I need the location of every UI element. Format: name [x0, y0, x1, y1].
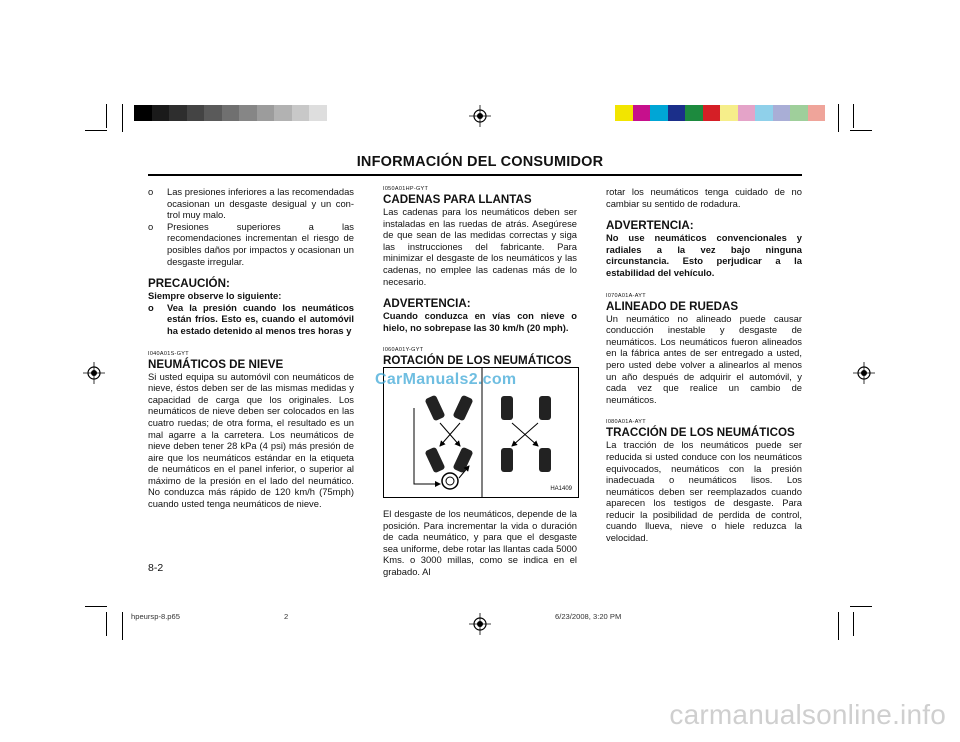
- registration-mark-icon: [469, 613, 491, 635]
- crop-mark: [106, 612, 107, 636]
- grayscale-swatch: [204, 105, 222, 121]
- section-code: I080A01A-AYT: [606, 419, 646, 426]
- column-2-bottom: [383, 508, 577, 578]
- grayscale-swatch: [134, 105, 152, 121]
- section-body: El desgaste de los neumáticos, depende de la posición. Para incrementar la vida o duración de cada neumático, y para que el desgaste sea uniforme, debe rotar las llantas cada 5000 Kms. o 3000 millas, como se indica en el grabado. Al: [383, 508, 577, 577]
- crop-mark: [122, 612, 123, 640]
- crop-mark: [85, 606, 107, 607]
- section-code: I070A01A-AYT: [606, 292, 646, 299]
- color-swatch: [633, 105, 651, 121]
- color-swatch: [790, 105, 808, 121]
- title-rule: [148, 174, 802, 176]
- grayscale-swatch: [239, 105, 257, 121]
- list-item: o Presiones superiores a las recomendaciones incrementan el riesgo de posibles daños por impactos y ocasionan un desgaste irregular.: [148, 220, 354, 267]
- footer-page: 2: [284, 612, 289, 621]
- grayscale-swatch: [257, 105, 275, 121]
- section-title-alignment: ALINEADO DE RUEDAS: [606, 299, 739, 313]
- grayscale-swatch: [292, 105, 310, 121]
- section-code: I040A01S-GYT: [148, 350, 189, 357]
- warning-text: Cuando conduzca en vías con nieve o hielo, no sobrepase las 30 km/h (20 mph).: [383, 310, 577, 333]
- grayscale-swatch: [274, 105, 292, 121]
- grayscale-swatch: [169, 105, 187, 121]
- section-title-chains: CADENAS PARA LLANTAS: [383, 193, 532, 206]
- crop-mark: [838, 104, 839, 132]
- section-body: Un neumático no alineado puede causar conducción inestable y desgaste de neumáticos. Los neumáticos fueron alineados en la fábrica antes de ser entregado a usted, pero usted debe volver a alinearlos al menos un año después de adquirir el automóvil, y cada vez que realice un cambio de neumáticos.: [606, 312, 802, 405]
- section-title-snow: NEUMÁTICOS DE NIEVE: [148, 357, 284, 371]
- color-swatch: [755, 105, 773, 121]
- warning-text: No use neumáticos convencionales y radiales a la vez bajo ninguna circunstancia. Esto perjudicar a la estabilidad del vehículo.: [606, 232, 802, 278]
- section-code: I050A01HP-GYT: [383, 186, 429, 192]
- section-body: rotar los neumáticos tenga cuidado de no cambiar su sentido de rodadura.: [606, 186, 802, 209]
- crop-mark: [838, 612, 839, 640]
- color-swatch: [773, 105, 791, 121]
- color-swatch: [720, 105, 738, 121]
- crop-mark: [850, 130, 872, 131]
- color-swatch: [808, 105, 826, 121]
- footer-file: hpeursp-8.p65: [131, 612, 180, 621]
- color-swatch: [685, 105, 703, 121]
- color-swatch: [615, 105, 633, 121]
- caution-title: PRECAUCIÓN:: [148, 277, 230, 291]
- registration-mark-icon: [469, 105, 491, 127]
- warning-title: ADVERTENCIA:: [383, 297, 471, 311]
- column-1: [148, 186, 354, 510]
- section-body: Las cadenas para los neumáticos deben ser instaladas en las ruedas de atrás. Asegúrese de que sean de las medidas correctas y siga las instrucciones del fabricante. Para minimizar el desgaste de los neumáticos y las cadenas, no emplee las cadenas más de lo necesario.: [383, 206, 577, 287]
- page-number: 8-2: [148, 562, 164, 574]
- caution-subtitle: Siempre observe lo siguiente:: [148, 290, 282, 302]
- crop-mark: [106, 104, 107, 128]
- column-3: [606, 186, 802, 544]
- registration-mark-icon: [83, 362, 105, 384]
- watermark-logo: CarManuals2.com: [375, 371, 517, 388]
- registration-mark-icon: [853, 362, 875, 384]
- crop-mark: [853, 104, 854, 128]
- crop-mark: [850, 606, 872, 607]
- footer-datetime: 6/23/2008, 3:20 PM: [555, 612, 622, 621]
- color-swatch: [738, 105, 756, 121]
- list-item: o Vea la presión cuando los neumáticos están fríos. Esto es, cuando el automóvil ha estado detenido al menos tres horas y: [148, 301, 354, 336]
- warning-title: ADVERTENCIA:: [606, 219, 694, 233]
- grayscale-color-bar: [134, 105, 327, 121]
- section-body: La tracción de los neumáticos puede ser reducida si usted conduce con los neumáticos equivocados, neumáticos con la presión inadecuada o neumáticos lisos. Los neumáticos deben ser reemplazados cuando aparecen los testigos de desgaste. Para reducir la posibilidad de perdida de control, cuando llueva, nieve o hiele reduzca la velocidad.: [606, 439, 802, 544]
- section-body: Si usted equipa su automóvil con neumáticos de nieve, éstos deben ser de las mismas medidas y capacidad de carga que los originales. Los neumáticos de nieve deben ser colocados en las cuatro ruedas; de otra forma, el resultado es un mal agarre a la carretera. Los neumáticos de nieve deben tener 28 kPa (4 psi) más presión de aire que los neumáticos estándar en la etiqueta de neumáticos en el panel inferior, o superior al máximo de la presión en el lado del neumático. No conduzca más rápido de 120 km/h (75mph) cuando usted tenga neumáticos de nieve.: [148, 370, 354, 510]
- crop-mark: [85, 130, 107, 131]
- figure-code: HA1409: [550, 486, 572, 492]
- color-swatch: [650, 105, 668, 121]
- section-code: I060A01Y-GYT: [383, 347, 424, 354]
- grayscale-swatch: [309, 105, 327, 121]
- cmyk-color-bar: [615, 105, 825, 121]
- column-2: [383, 186, 577, 367]
- page-title: INFORMACIÓN DEL CONSUMIDOR: [356, 154, 604, 170]
- crop-mark: [853, 612, 854, 636]
- color-swatch: [668, 105, 686, 121]
- list-item: o Las presiones inferiores a las recomendadas ocasionan un desgaste desigual y un con- trol muy malo.: [148, 186, 354, 221]
- grayscale-swatch: [187, 105, 205, 121]
- color-swatch: [703, 105, 721, 121]
- section-title-rotation: ROTACIÓN DE LOS NEUMÁTICOS: [383, 354, 572, 368]
- section-title-traction: TRACCIÓN DE LOS NEUMÁTICOS: [606, 426, 795, 440]
- grayscale-swatch: [222, 105, 240, 121]
- grayscale-swatch: [152, 105, 170, 121]
- crop-mark: [122, 104, 123, 132]
- site-watermark: carmanualsonline.info: [669, 699, 946, 730]
